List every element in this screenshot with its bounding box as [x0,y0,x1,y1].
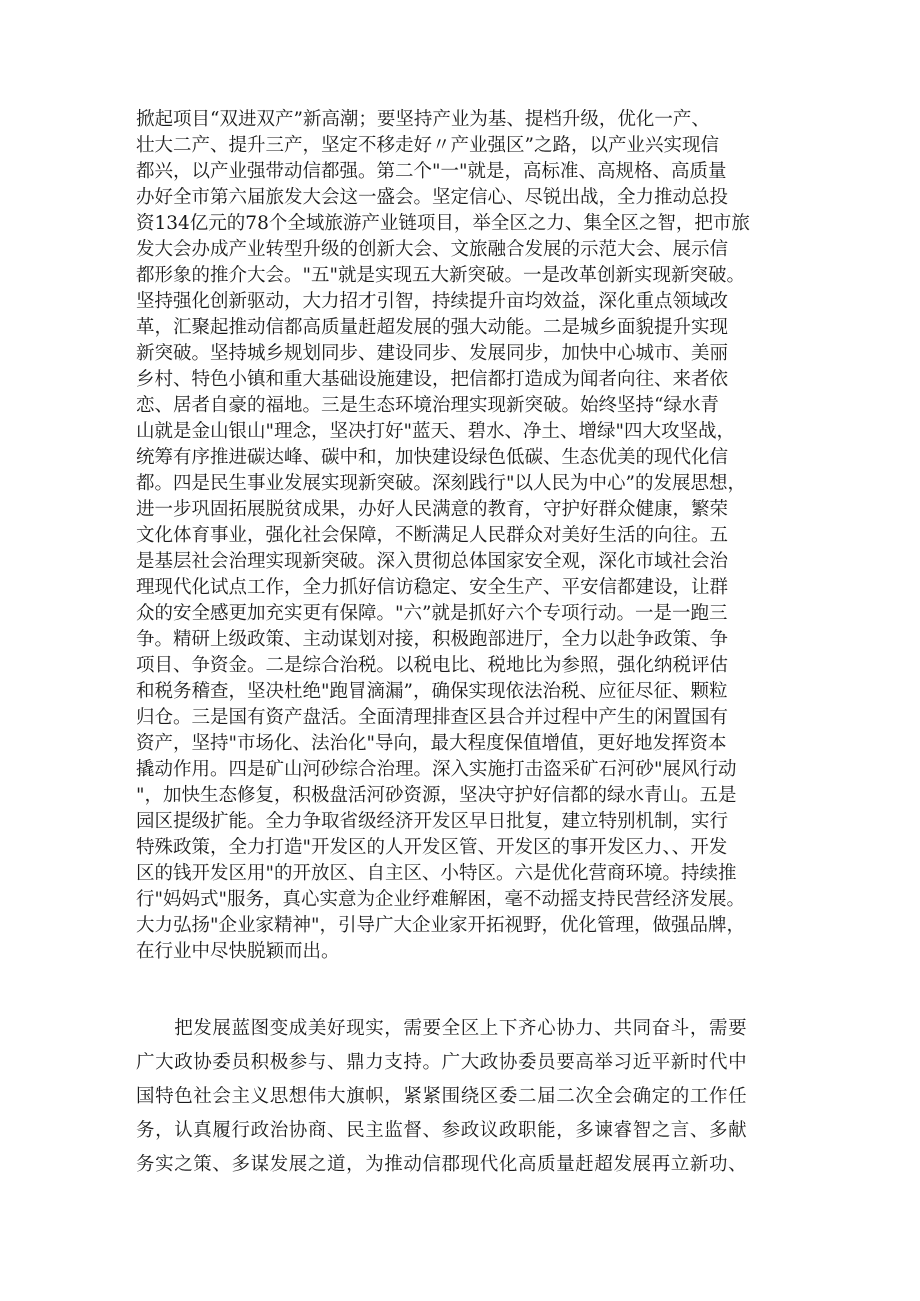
text-line: 资134亿元的78个全域旅游产业链项目，举全区之力、集全区之智，把市旅 [136,213,750,234]
text-line: 在行业中尽快脱颖而出。 [136,941,340,962]
text-line: "，加快生态修复，积极盘活河砂资源，坚决守护好信都的绿水青山。五是 [136,785,737,806]
text-line: 办好全市第六届旅发大会这一盛会。坚定信心、尽锐出战，全力推动总投 [136,187,729,208]
text-line: 特殊政策，全力打造"开发区的人开发区管、开发区的事开发区力、、开发 [136,837,728,858]
text-line: 把发展蓝图变成美好现实，需要全区上下齐心协力、共同奋斗，需要 [136,1018,748,1039]
text-line: 是基层社会治理实现新突破。深入贯彻总体国家安全观，深化市域社会治 [136,551,729,572]
text-line: 行"妈妈式"服务，真心实意为企业纾难解困，毫不动摇支持民营经济发展。 [136,889,746,910]
text-line: 项目、争资金。二是综合治税。以税电比、税地比为参照，强化纳税评估 [136,655,729,676]
text-line: 国特色社会主义思想伟大旗帜，紧紧围绕区委二届二次全会确定的工作任 [136,1086,748,1107]
text-line: 资产，坚持"市场化、法治化"导向，最大程度保值增值，更好地发挥资本 [136,733,727,754]
text-line: 归仓。三是国有资产盘活。全面清理排查区县合并过程中产生的闲置国有 [136,707,729,728]
text-line: 革，汇聚起推动信都高质量赶超发展的强大动能。二是城乡面貌提升实现 [136,317,729,338]
text-line: 坚持强化创新驱动，大力招才引智，持续提升亩均效益，深化重点领域改 [136,291,729,312]
text-line: 掀起项目“双进双产”新高潮；要坚持产业为基、提档升级，优化一产、 [136,109,710,130]
text-line: 众的安全感更加充实更有保障。"六”就是抓好六个专项行动。一是一跑三 [136,603,728,624]
text-line: 大力弘扬"企业家精神"，引导广大企业家开拓视野，优化管理，做强品牌， [136,915,746,936]
text-line: 恋、居者自豪的福地。三是生态环境治理实现新突破。始终坚持“绿水青 [136,395,719,416]
text-line: 撬动作用。四是矿山河砂综合治理。深入实施打击盗采矿石河砂"展风行动 [136,759,737,780]
text-line: 山就是金山银山"理念，坚决打好"蓝天、碧水、净土、增绿"四大攻坚战， [136,421,736,442]
text-line: 进一步巩固拓展脱贫成果，办好人民满意的教育，守护好群众健康，繁荣 [136,499,729,520]
text-line: 园区提级扩能。全力争取省级经济开发区早日批复，建立特别机制，实行 [136,811,729,832]
text-line: 理现代化试点工作，全力抓好信访稳定、安全生产、平安信都建设，让群 [136,577,729,598]
text-line: 乡村、特色小镇和重大基础设施建设，把信都打造成为闻者向往、来者依 [136,369,729,390]
text-line: 和税务稽查，坚决杜绝"跑冒滴漏”，确保实现依法治税、应征尽征、颗粒 [136,681,728,702]
text-line: 都兴，以产业强带动信都强。第二个"一"就是，高标准、高规格、高质量 [136,161,727,182]
text-line: 统筹有序推进碳达峰、碳中和，加快建设绿色低碳、生态优美的现代化信 [136,447,729,468]
text-line: 都。四是民生事业发展实现新突破。深刻践行"以人民为中心”的发展思想， [136,473,746,494]
text-line: 务实之策、多谋发展之道，为推动信郡现代化高质量赶超发展再立新功、 [136,1154,748,1175]
text-line: 发大会办成产业转型升级的创新大会、文旅融合发展的示范大会、展示信 [136,239,729,260]
text-line: 壮大二产、提升三产，坚定不移走好〃产业强区”之路，以产业兴实现信 [136,135,719,156]
text-line: 务，认真履行政治协商、民主监督、参政议政职能，多谏睿智之言、多献 [136,1120,748,1141]
text-line: 区的钱开发区用"的开放区、自主区、小特区。六是优化营商环境。持续推 [136,863,737,884]
text-line: 文化体育事业，强化社会保障，不断满足人民群众对美好生活的向往。五 [136,525,729,546]
text-line: 都形象的推介大会。"五"就是实现五大新突破。一是改革创新实现新突破。 [136,265,746,286]
text-line: 新突破。坚持城乡规划同步、建设同步、发展同步，加快中心城市、美丽 [136,343,729,364]
text-line: 争。精研上级政策、主动谋划对接，积极跑部进厅，全力以赴争政策、争 [136,629,729,650]
text-line: 广大政协委员积极参与、鼎力支持。广大政协委员要高举习近平新时代中 [136,1052,748,1073]
